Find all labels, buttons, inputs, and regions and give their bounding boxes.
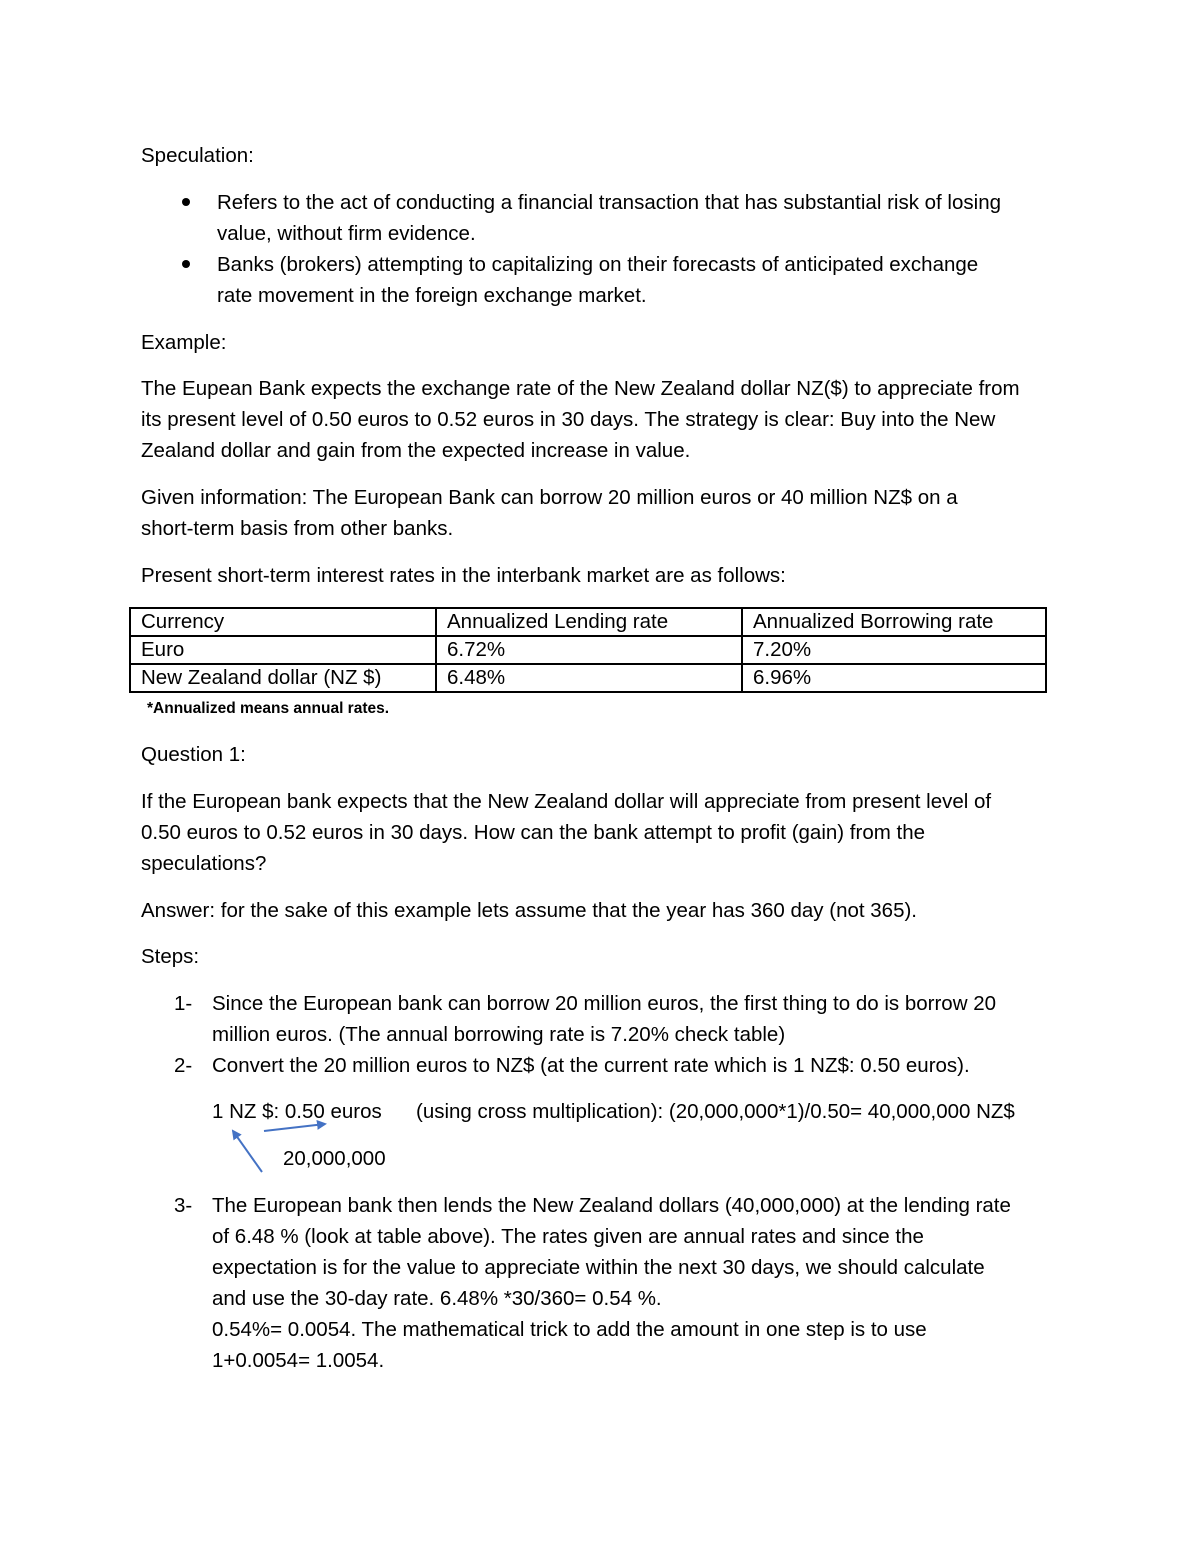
example-label: Example:: [141, 331, 227, 354]
rates-table: [129, 607, 1047, 693]
example-line-1: The Eupean Bank expects the exchange rate of the New Zealand dollar NZ($) to appreciate from: [141, 377, 1020, 400]
steps-label: Steps:: [141, 945, 200, 968]
step-number: 2-: [174, 1054, 193, 1077]
table-cell: 6.48%: [436, 664, 742, 692]
question-line-3: speculations?: [141, 852, 267, 875]
table-header-cell: Currency: [130, 608, 436, 636]
bullet-1-line-1: Refers to the act of conducting a financial transaction that has substantial risk of losing: [217, 191, 1001, 214]
given-line-1: Given information: The European Bank can borrow 20 million euros or 40 million NZ$ on a: [141, 486, 958, 509]
question-line-2: 0.50 euros to 0.52 euros in 30 days. How can the bank attempt to profit (gain) from the: [141, 821, 925, 844]
question-label: Question 1:: [141, 743, 246, 766]
section-heading: Speculation:: [141, 144, 254, 167]
table-header-cell: Annualized Borrowing rate: [742, 608, 1046, 636]
example-line-2: its present level of 0.50 euros to 0.52 euros in 30 days. The strategy is clear: Buy into the New: [141, 408, 996, 431]
given-line-2: short-term basis from other banks.: [141, 517, 454, 540]
table-cell: 6.96%: [742, 664, 1046, 692]
step-3-line-3: expectation is for the value to appreciate within the next 30 days, we should calculate: [212, 1256, 985, 1279]
table-cell: New Zealand dollar (NZ $): [130, 664, 436, 692]
conversion-rate: 1 NZ $: 0.50 euros: [212, 1100, 382, 1123]
bullet-dot: [182, 198, 190, 206]
bullet-2-line-1: Banks (brokers) attempting to capitalizing on their forecasts of anticipated exchange: [217, 253, 979, 276]
step-number: 3-: [174, 1194, 193, 1217]
bullet-1-line-2: value, without firm evidence.: [217, 222, 476, 245]
table-header-cell: Annualized Lending rate: [436, 608, 742, 636]
conversion-amount: 20,000,000: [283, 1147, 386, 1170]
table-cell: Euro: [130, 636, 436, 664]
table-row: [130, 636, 1046, 664]
arrow-right-icon: [264, 1124, 325, 1131]
step-3-line-5: 0.54%= 0.0054. The mathematical trick to add the amount in one step is to use: [212, 1318, 927, 1341]
bullet-2-line-2: rate movement in the foreign exchange market.: [217, 284, 647, 307]
table-row: [130, 664, 1046, 692]
step-3-line-4: and use the 30-day rate. 6.48% *30/360= 0.54 %.: [212, 1287, 662, 1310]
conversion-calc: (using cross multiplication): (20,000,000*1)/0.50= 40,000,000 NZ$: [416, 1100, 1015, 1123]
step-3-line-1: The European bank then lends the New Zealand dollars (40,000,000) at the lending rate: [212, 1194, 1011, 1217]
table-note: *Annualized means annual rates.: [147, 700, 390, 717]
step-number: 1-: [174, 992, 193, 1015]
step-1-line-1: Since the European bank can borrow 20 million euros, the first thing to do is borrow 20: [212, 992, 996, 1015]
step-1-line-2: million euros. (The annual borrowing rate is 7.20% check table): [212, 1023, 786, 1046]
rates-intro: Present short-term interest rates in the interbank market are as follows:: [141, 564, 786, 587]
example-line-3: Zealand dollar and gain from the expected increase in value.: [141, 439, 691, 462]
table-cell: 7.20%: [742, 636, 1046, 664]
question-line-1: If the European bank expects that the New Zealand dollar will appreciate from present level of: [141, 790, 992, 813]
step-3-line-2: of 6.48 % (look at table above). The rates given are annual rates and since the: [212, 1225, 924, 1248]
bullet-dot: [182, 260, 190, 268]
table-header-row: [130, 608, 1046, 636]
arrow-up-left-icon: [233, 1131, 262, 1172]
step-2-line-1: Convert the 20 million euros to NZ$ (at the current rate which is 1 NZ$: 0.50 euros).: [212, 1054, 970, 1077]
table-cell: 6.72%: [436, 636, 742, 664]
answer-line: Answer: for the sake of this example lets assume that the year has 360 day (not 365).: [141, 899, 917, 922]
step-3-line-6: 1+0.0054= 1.0054.: [212, 1349, 385, 1372]
